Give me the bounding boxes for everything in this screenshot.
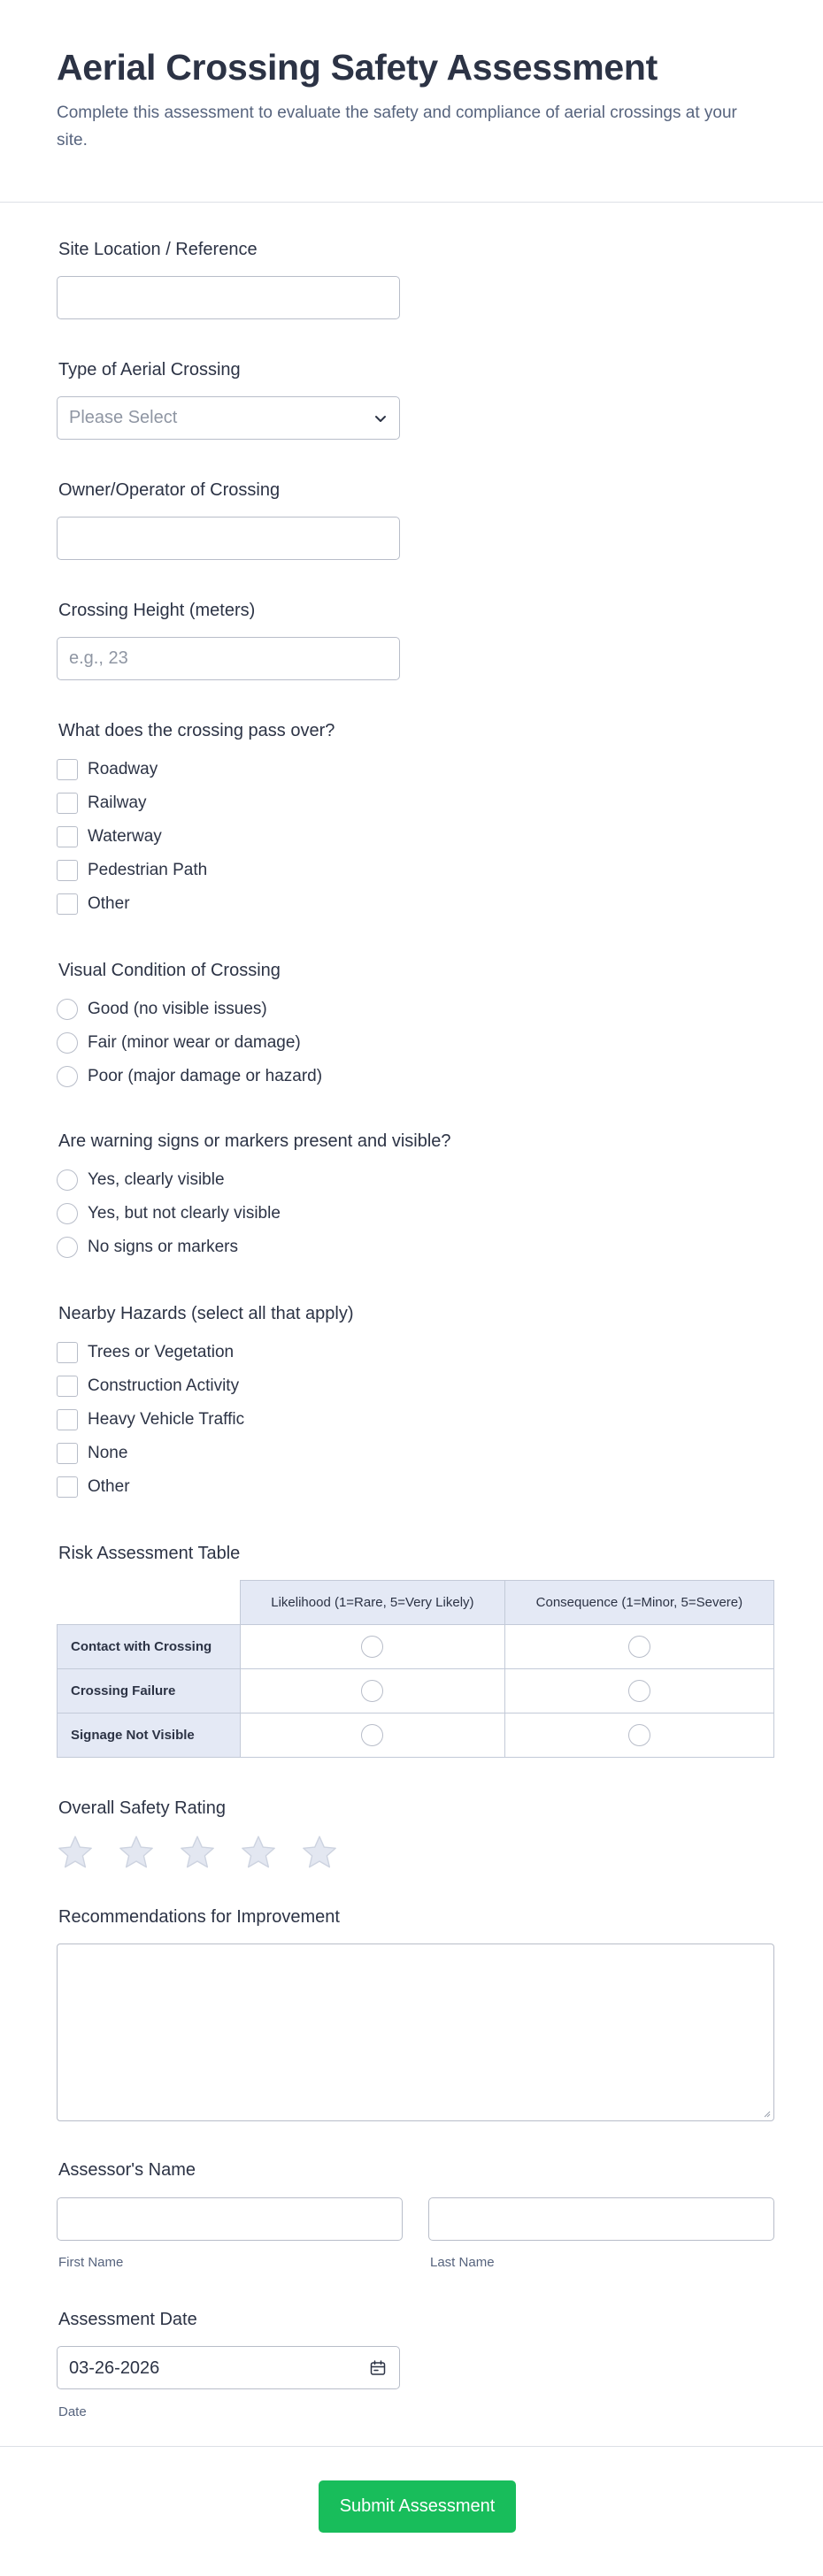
star-icon[interactable] bbox=[57, 1834, 94, 1871]
visual-condition-option[interactable]: Poor (major damage or hazard) bbox=[57, 1065, 322, 1088]
matrix-row-label: Crossing Failure bbox=[58, 1669, 241, 1714]
checkbox[interactable] bbox=[57, 1476, 78, 1498]
assessor-label: Assessor's Name bbox=[58, 2160, 196, 2180]
resize-handle-icon[interactable] bbox=[762, 2109, 771, 2118]
warning-signs-option[interactable]: Yes, but not clearly visible bbox=[57, 1202, 281, 1225]
last-name-sublabel: Last Name bbox=[430, 2255, 495, 2270]
radio-button[interactable] bbox=[57, 999, 78, 1020]
height-label: Crossing Height (meters) bbox=[58, 601, 256, 620]
chevron-down-icon bbox=[373, 410, 388, 426]
checkbox[interactable] bbox=[57, 759, 78, 780]
matrix-radio[interactable] bbox=[628, 1680, 650, 1702]
risk-matrix bbox=[57, 1580, 774, 1758]
height-input[interactable] bbox=[57, 637, 400, 680]
radio-button[interactable] bbox=[57, 1066, 78, 1087]
matrix-radio[interactable] bbox=[361, 1636, 383, 1658]
matrix-radio[interactable] bbox=[361, 1680, 383, 1702]
checkbox[interactable] bbox=[57, 1342, 78, 1363]
site-location-input[interactable] bbox=[57, 276, 400, 319]
last-name-input[interactable] bbox=[428, 2197, 774, 2241]
visual-condition-label: Visual Condition of Crossing bbox=[58, 961, 281, 980]
date-value: 03-26-2026 bbox=[69, 2358, 160, 2378]
passes-over-option[interactable]: Waterway bbox=[57, 825, 162, 848]
first-name-input[interactable] bbox=[57, 2197, 403, 2241]
matrix-radio[interactable] bbox=[628, 1724, 650, 1746]
matrix-row bbox=[58, 1669, 774, 1714]
passes-over-option[interactable]: Pedestrian Path bbox=[57, 859, 207, 882]
radio-button[interactable] bbox=[57, 1169, 78, 1191]
crossing-type-select[interactable] bbox=[57, 396, 400, 440]
warning-signs-label: Are warning signs or markers present and visible? bbox=[58, 1131, 451, 1151]
date-sublabel: Date bbox=[58, 2404, 87, 2419]
checkbox[interactable] bbox=[57, 1443, 78, 1464]
crossing-type-label: Type of Aerial Crossing bbox=[58, 360, 241, 380]
page-subtitle: Complete this assessment to evaluate the safety and compliance of aerial crossings at your site. bbox=[57, 104, 737, 150]
risk-table-label: Risk Assessment Table bbox=[58, 1544, 241, 1563]
crossing-type-placeholder: Please Select bbox=[69, 408, 178, 427]
star-icon[interactable] bbox=[179, 1834, 216, 1871]
star-icon[interactable] bbox=[301, 1834, 338, 1871]
recommendations-label: Recommendations for Improvement bbox=[58, 1907, 340, 1927]
passes-over-option[interactable]: Railway bbox=[57, 792, 147, 815]
page-title: Aerial Crossing Safety Assessment bbox=[57, 47, 658, 88]
date-input[interactable] bbox=[57, 2346, 400, 2389]
checkbox[interactable] bbox=[57, 793, 78, 814]
passes-over-option[interactable]: Roadway bbox=[57, 758, 158, 781]
checkbox[interactable] bbox=[57, 860, 78, 881]
matrix-column-header: Likelihood (1=Rare, 5=Very Likely) bbox=[241, 1581, 505, 1625]
date-label: Assessment Date bbox=[58, 2310, 197, 2329]
owner-label: Owner/Operator of Crossing bbox=[58, 480, 281, 500]
recommendations-textarea[interactable] bbox=[57, 1944, 774, 2121]
first-name-sublabel: First Name bbox=[58, 2255, 124, 2270]
matrix-row bbox=[58, 1714, 774, 1758]
hazards-option[interactable]: Heavy Vehicle Traffic bbox=[57, 1408, 244, 1431]
warning-signs-option[interactable]: Yes, clearly visible bbox=[57, 1169, 225, 1192]
matrix-column-header: Consequence (1=Minor, 5=Severe) bbox=[504, 1581, 773, 1625]
calendar-icon[interactable] bbox=[369, 2359, 387, 2377]
matrix-row bbox=[58, 1625, 774, 1669]
radio-button[interactable] bbox=[57, 1032, 78, 1054]
checkbox[interactable] bbox=[57, 1376, 78, 1397]
star-icon[interactable] bbox=[240, 1834, 277, 1871]
star-icon[interactable] bbox=[118, 1834, 155, 1871]
form-footer-divider bbox=[0, 2446, 823, 2447]
checkbox[interactable] bbox=[57, 1409, 78, 1430]
matrix-row-label: Contact with Crossing bbox=[58, 1625, 241, 1669]
passes-over-option[interactable]: Other bbox=[57, 893, 130, 916]
hazards-option[interactable]: None bbox=[57, 1442, 127, 1465]
owner-input[interactable] bbox=[57, 517, 400, 560]
warning-signs-option[interactable]: No signs or markers bbox=[57, 1236, 238, 1259]
hazards-option[interactable]: Other bbox=[57, 1476, 130, 1499]
matrix-row-label: Signage Not Visible bbox=[58, 1714, 241, 1758]
hazards-label: Nearby Hazards (select all that apply) bbox=[58, 1304, 354, 1323]
hazards-option[interactable]: Trees or Vegetation bbox=[57, 1341, 234, 1364]
matrix-radio[interactable] bbox=[628, 1636, 650, 1658]
hazards-option[interactable]: Construction Activity bbox=[57, 1375, 239, 1398]
submit-button[interactable]: Submit Assessment bbox=[319, 2480, 516, 2533]
site-location-label: Site Location / Reference bbox=[58, 240, 258, 259]
checkbox[interactable] bbox=[57, 826, 78, 847]
checkbox[interactable] bbox=[57, 893, 78, 915]
radio-button[interactable] bbox=[57, 1203, 78, 1224]
matrix-radio[interactable] bbox=[361, 1724, 383, 1746]
visual-condition-option[interactable]: Good (no visible issues) bbox=[57, 998, 267, 1021]
radio-button[interactable] bbox=[57, 1237, 78, 1258]
visual-condition-option[interactable]: Fair (minor wear or damage) bbox=[57, 1031, 301, 1054]
passes-over-label: What does the crossing pass over? bbox=[58, 721, 335, 740]
matrix-corner bbox=[58, 1581, 241, 1625]
star-rating bbox=[57, 1834, 362, 1871]
form-header bbox=[0, 0, 823, 203]
rating-label: Overall Safety Rating bbox=[58, 1798, 226, 1818]
